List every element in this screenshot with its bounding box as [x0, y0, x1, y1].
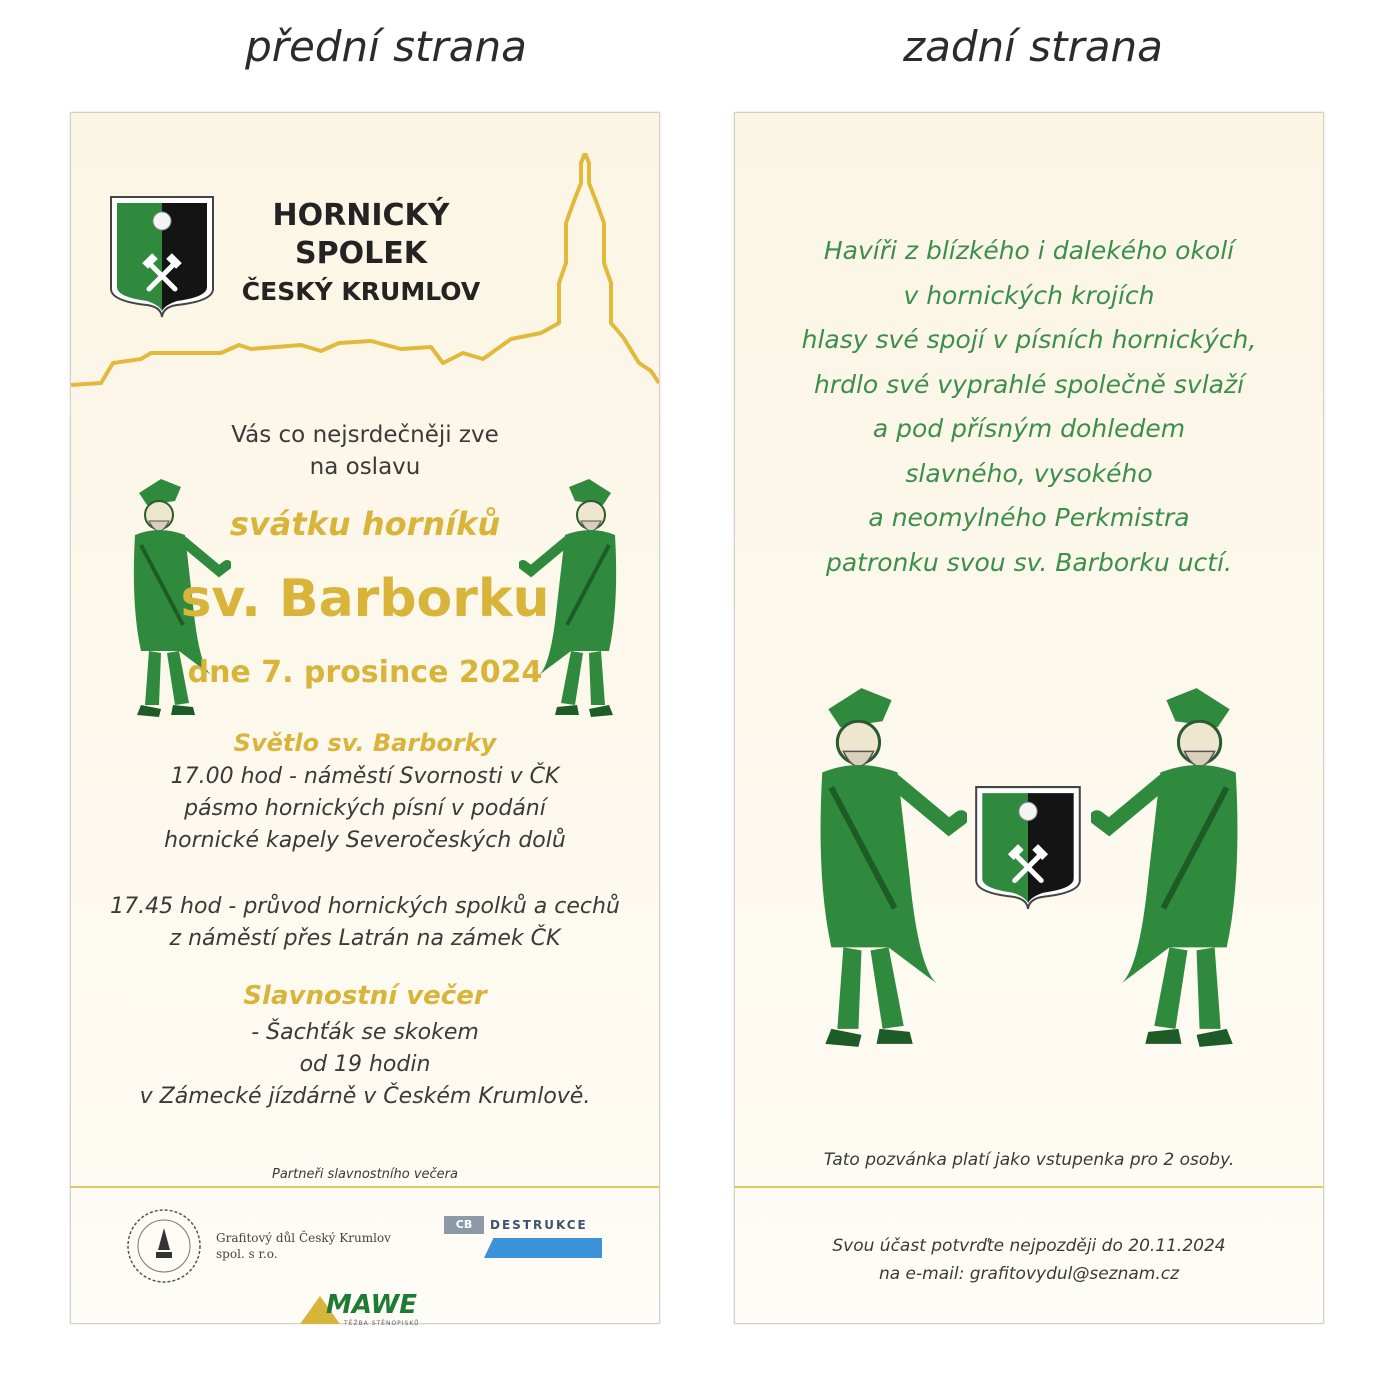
- miner-figure-back-right: [1091, 661, 1287, 1071]
- shield-logo-back: [972, 783, 1086, 913]
- destrukce-logo: CB DESTRUKCE: [444, 1216, 604, 1260]
- partners-title: Partneři slavnostního večera: [271, 1167, 458, 1182]
- back-invitation: [734, 112, 1324, 1324]
- poem: Havíři z blízkého i dalekého okolí v hornických krojích hlasy své spojí v písních hornických, hrdlo své vyprahlé společně svlaží a pod přísným dohledem slavného, vysokého a neomylného Perkmistra patronku svou sv. Barborku uctí.: [801, 236, 1257, 577]
- ticket-note: Tato pozvánka platí jako vstupenka pro 2 osoby.: [823, 1150, 1235, 1170]
- front-side-title: přední strana: [245, 22, 527, 71]
- mawe-logo: MAWE TĚŽBA STĚNOPISKŮ: [300, 1292, 440, 1332]
- front-invitation: [70, 112, 660, 1324]
- procession-program: 17.45 hod - průvod hornických spolků a cechů z náměstí přes Latrán na zámek ČK: [110, 894, 620, 951]
- grafit-seal-logo: [124, 1206, 204, 1286]
- feast-title: svátku horníků: [229, 505, 501, 543]
- miner-figure-back-left: [771, 661, 967, 1071]
- invitation-intro: Vás co nejsrdečněji zve na oslavu: [231, 422, 499, 480]
- grafit-partner-name: Grafitový důl Český Krumlov spol. s r.o.: [216, 1231, 391, 1261]
- evening-program: - Šachťák se skokem od 19 hodin v Zámecké jízdárně v Českém Krumlově.: [139, 1020, 591, 1109]
- saint-name: sv. Barborku: [180, 569, 550, 629]
- light-program: 17.00 hod - náměstí Svornosti v ČK pásmo hornických písní v podání hornické kapely Severočeských dolů: [164, 764, 566, 853]
- evening-title: Slavnostní večer: [243, 981, 487, 1011]
- shield-logo: [107, 193, 219, 321]
- organization-name: HORNICKÝ SPOLEK ČESKÝ KRUMLOV: [241, 198, 481, 306]
- back-side-title: zadní strana: [903, 22, 1163, 71]
- rsvp-note: Svou účast potvrďte nejpozději do 20.11.2024 na e-mail: grafitovydul@seznam.cz: [832, 1236, 1226, 1284]
- light-title: Světlo sv. Barborky: [233, 729, 497, 757]
- event-date: dne 7. prosince 2024: [187, 655, 543, 690]
